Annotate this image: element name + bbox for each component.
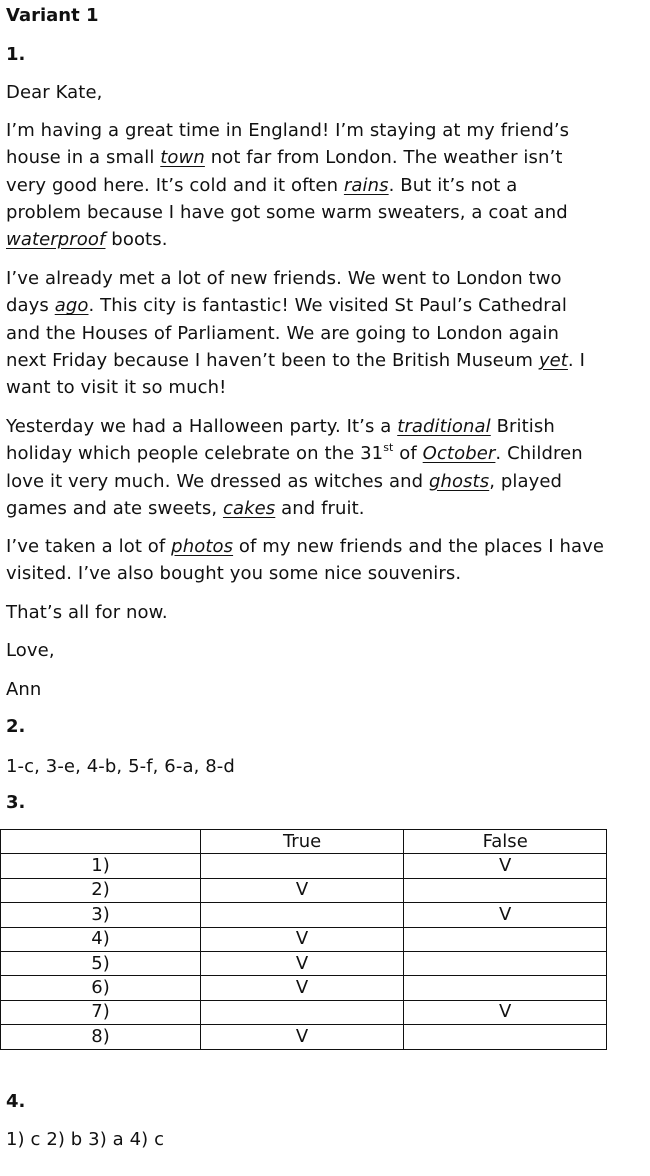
true-mark <box>200 1000 404 1024</box>
table-header-false: False <box>404 830 607 854</box>
table-row <box>1 878 607 902</box>
row-number: 7) <box>1 1000 201 1024</box>
table-row <box>1 1025 607 1049</box>
true-mark <box>200 903 404 927</box>
answer-word-rains: rains <box>343 174 389 196</box>
letter-paragraph-3: Yesterday we had a Halloween party. It’s a traditional British holiday which people celebrate on the 31st of October. Children love it very much. We dressed as witches and ghosts, played games and ate sweets, cakes and fruit. <box>6 416 583 519</box>
true-false-table <box>0 829 607 1050</box>
letter-signature: Ann <box>6 679 42 700</box>
answer-word-cakes: cakes <box>222 497 276 519</box>
answer-word-ago: ago <box>54 295 89 317</box>
letter-greeting: Dear Kate, <box>6 82 103 103</box>
false-mark <box>404 1025 607 1049</box>
row-number: 1) <box>1 854 201 878</box>
true-mark: V <box>200 976 404 1000</box>
letter-paragraph-1: I’m having a great time in England! I’m staying at my friend’s house in a small town not far from London. The weather isn’t very good here. It’s cold and it often rains. But it’s not a problem because I have got some warm sweaters, a coat and waterproof boots. <box>6 120 570 251</box>
table-header-cell <box>1 830 201 854</box>
table-header-row <box>1 830 607 854</box>
task4-number: 4. <box>6 1091 26 1112</box>
row-number: 2) <box>1 878 201 902</box>
false-mark <box>404 951 607 975</box>
row-number: 5) <box>1 951 201 975</box>
letter-closing: That’s all for now. <box>6 602 168 623</box>
table-header-true: True <box>200 830 404 854</box>
row-number: 8) <box>1 1025 201 1049</box>
true-mark: V <box>200 878 404 902</box>
letter-signoff: Love, <box>6 640 55 661</box>
row-number: 3) <box>1 903 201 927</box>
task2-number: 2. <box>6 716 26 737</box>
row-number: 6) <box>1 976 201 1000</box>
table-row <box>1 854 607 878</box>
false-mark: V <box>404 903 607 927</box>
table-row <box>1 927 607 951</box>
answer-word-photos: photos <box>171 536 234 557</box>
true-mark: V <box>200 951 404 975</box>
answer-word-yet: yet <box>538 349 568 371</box>
task2-answer: 1-c, 3-e, 4-b, 5-f, 6-a, 8-d <box>6 756 235 777</box>
table-row <box>1 976 607 1000</box>
false-mark <box>404 976 607 1000</box>
true-mark: V <box>200 927 404 951</box>
false-mark <box>404 878 607 902</box>
letter-paragraph-4: I’ve taken a lot of photos of my new friends and the places I have visited. I’ve also bought you some nice souvenirs. <box>6 536 605 585</box>
answer-word-town: town <box>160 147 205 169</box>
answer-word-ghosts: ghosts <box>428 470 490 492</box>
variant-title: Variant 1 <box>6 5 99 26</box>
answer-word-traditional: traditional <box>397 416 491 437</box>
task1-number: 1. <box>6 44 26 65</box>
true-mark: V <box>200 1025 404 1049</box>
answer-word-october: October <box>422 443 496 465</box>
letter-paragraph-2: I’ve already met a lot of new friends. We went to London two days ago. This city is fantastic! We visited St Paul’s Cathedral and the Houses of Parliament. We are going to London again next Friday because I haven’t been to the British Museum yet. I want to visit it so much! <box>6 268 585 399</box>
task3-number: 3. <box>6 792 26 813</box>
table-row <box>1 1000 607 1024</box>
false-mark: V <box>404 1000 607 1024</box>
task4-answer: 1) c 2) b 3) a 4) c <box>6 1129 165 1150</box>
table-row <box>1 951 607 975</box>
row-number: 4) <box>1 927 201 951</box>
table-row <box>1 903 607 927</box>
false-mark <box>404 927 607 951</box>
false-mark: V <box>404 854 607 878</box>
answer-word-waterproof: waterproof <box>6 229 106 251</box>
true-mark <box>200 854 404 878</box>
